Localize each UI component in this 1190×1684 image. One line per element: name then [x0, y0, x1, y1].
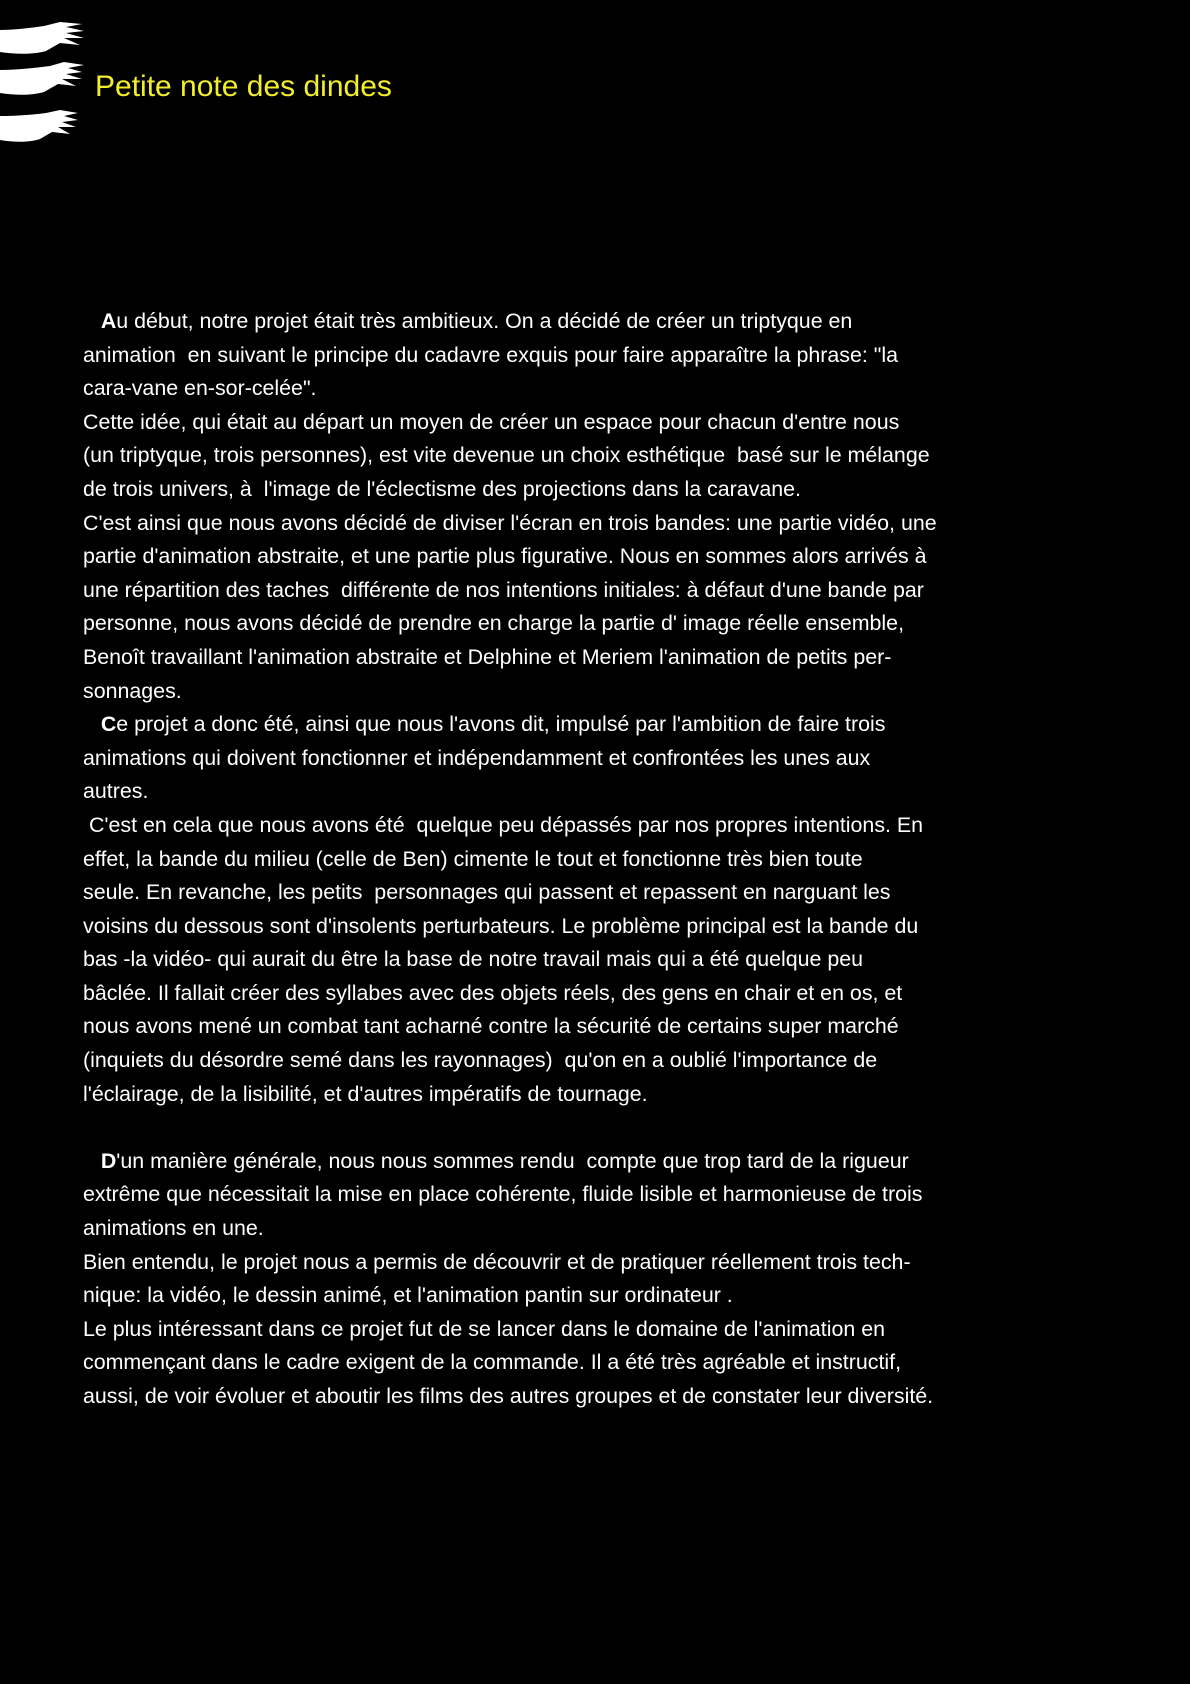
- text-line: l'éclairage, de la lisibilité, et d'autres impératifs de tournage.: [83, 1081, 648, 1106]
- paragraph-2: [83, 708, 1113, 1111]
- page-title: Petite note des dindes: [95, 70, 392, 103]
- text-line: (un triptyque, trois personnes), est vite devenue un choix esthétique basé sur le mélange: [83, 443, 930, 468]
- initial-letter: C: [100, 712, 117, 737]
- text-line: effet, la bande du milieu (celle de Ben) cimente le tout et fonctionne très bien toute: [83, 846, 863, 871]
- text-line: une répartition des taches différente de nos intentions initiales: à défaut d'une bande par: [83, 577, 924, 602]
- text-line: Bien entendu, le projet nous a permis de découvrir et de pratiquer réellement trois tech-: [83, 1249, 911, 1274]
- text-line: autres.: [83, 779, 149, 804]
- text-line: aussi, de voir évoluer et aboutir les films des autres groupes et de constater leur diversité.: [83, 1384, 934, 1408]
- text-line: (inquiets du désordre semé dans les rayonnages) qu'on en a oublié l'importance de: [83, 1048, 878, 1073]
- text-line: commençant dans le cadre exigent de la commande. Il a été très agréable et instructif,: [83, 1350, 902, 1375]
- text-line: sonnages.: [83, 678, 182, 703]
- text-line: animations en une.: [83, 1216, 264, 1241]
- text-line: Le plus intéressant dans ce projet fut de se lancer dans le domaine de l'animation en: [83, 1316, 885, 1341]
- initial-letter: A: [100, 309, 117, 333]
- text-line: voisins du dessous sont d'insolents perturbateurs. Le problème principal est la bande du: [83, 913, 919, 938]
- paragraph-3: [83, 1145, 1113, 1414]
- text-line: C'est ainsi que nous avons décidé de diviser l'écran en trois bandes: une partie vidéo, une: [83, 510, 937, 535]
- white-hands-icon: [0, 18, 92, 158]
- text-line: Benoît travaillant l'animation abstraite et Delphine et Meriem l'animation de petits per-: [83, 644, 892, 669]
- initial-letter: D: [100, 1148, 117, 1173]
- text-line: Ce projet a donc été, ainsi que nous l'avons dit, impulsé par l'ambition de faire trois: [100, 712, 886, 737]
- text-line: nique: la vidéo, le dessin animé, et l'animation pantin sur ordinateur .: [83, 1283, 733, 1308]
- text-line: animations qui doivent fonctionner et indépendamment et confrontées les unes aux: [83, 745, 871, 770]
- text-line: C'est en cela que nous avons été quelque peu dépassés par nos propres intentions. En: [83, 812, 924, 837]
- text-line: bas -la vidéo- qui aurait du être la base de notre travail mais qui a été quelque peu: [83, 947, 864, 972]
- text-line: nous avons mené un combat tant acharné contre la sécurité de certains super marché: [83, 1014, 899, 1039]
- text-line: personne, nous avons décidé de prendre en charge la partie d' image réelle ensemble,: [83, 611, 905, 636]
- text-line: animation en suivant le principe du cadavre exquis pour faire apparaître la phrase: "la: [83, 342, 898, 367]
- text-line: de trois univers, à l'image de l'éclectisme des projections dans la caravane.: [83, 476, 801, 501]
- text-line: extrême que nécessitait la mise en place cohérente, fluide lisible et harmonieuse de trois: [83, 1182, 923, 1207]
- text-line: Au début, notre projet était très ambitieux. On a décidé de créer un triptyque en: [100, 309, 853, 333]
- paragraph-1: [83, 305, 1113, 708]
- text-line: partie d'animation abstraite, et une partie plus figurative. Nous en sommes alors arrivés à: [83, 544, 927, 569]
- text-line: bâclée. Il fallait créer des syllabes avec des objets réels, des gens en chair et en os, et: [83, 980, 903, 1005]
- text-line: D'un manière générale, nous nous sommes rendu compte que trop tard de la rigueur: [100, 1148, 909, 1173]
- body-text: [83, 305, 1113, 1414]
- paragraph-spacer: [83, 1111, 1113, 1145]
- text-line: Cette idée, qui était au départ un moyen de créer un espace pour chacun d'entre nous: [83, 409, 900, 434]
- text-line: seule. En revanche, les petits personnages qui passent et repassent en narguant les: [83, 880, 891, 905]
- text-line: cara-vane en-sor-celée".: [83, 376, 317, 401]
